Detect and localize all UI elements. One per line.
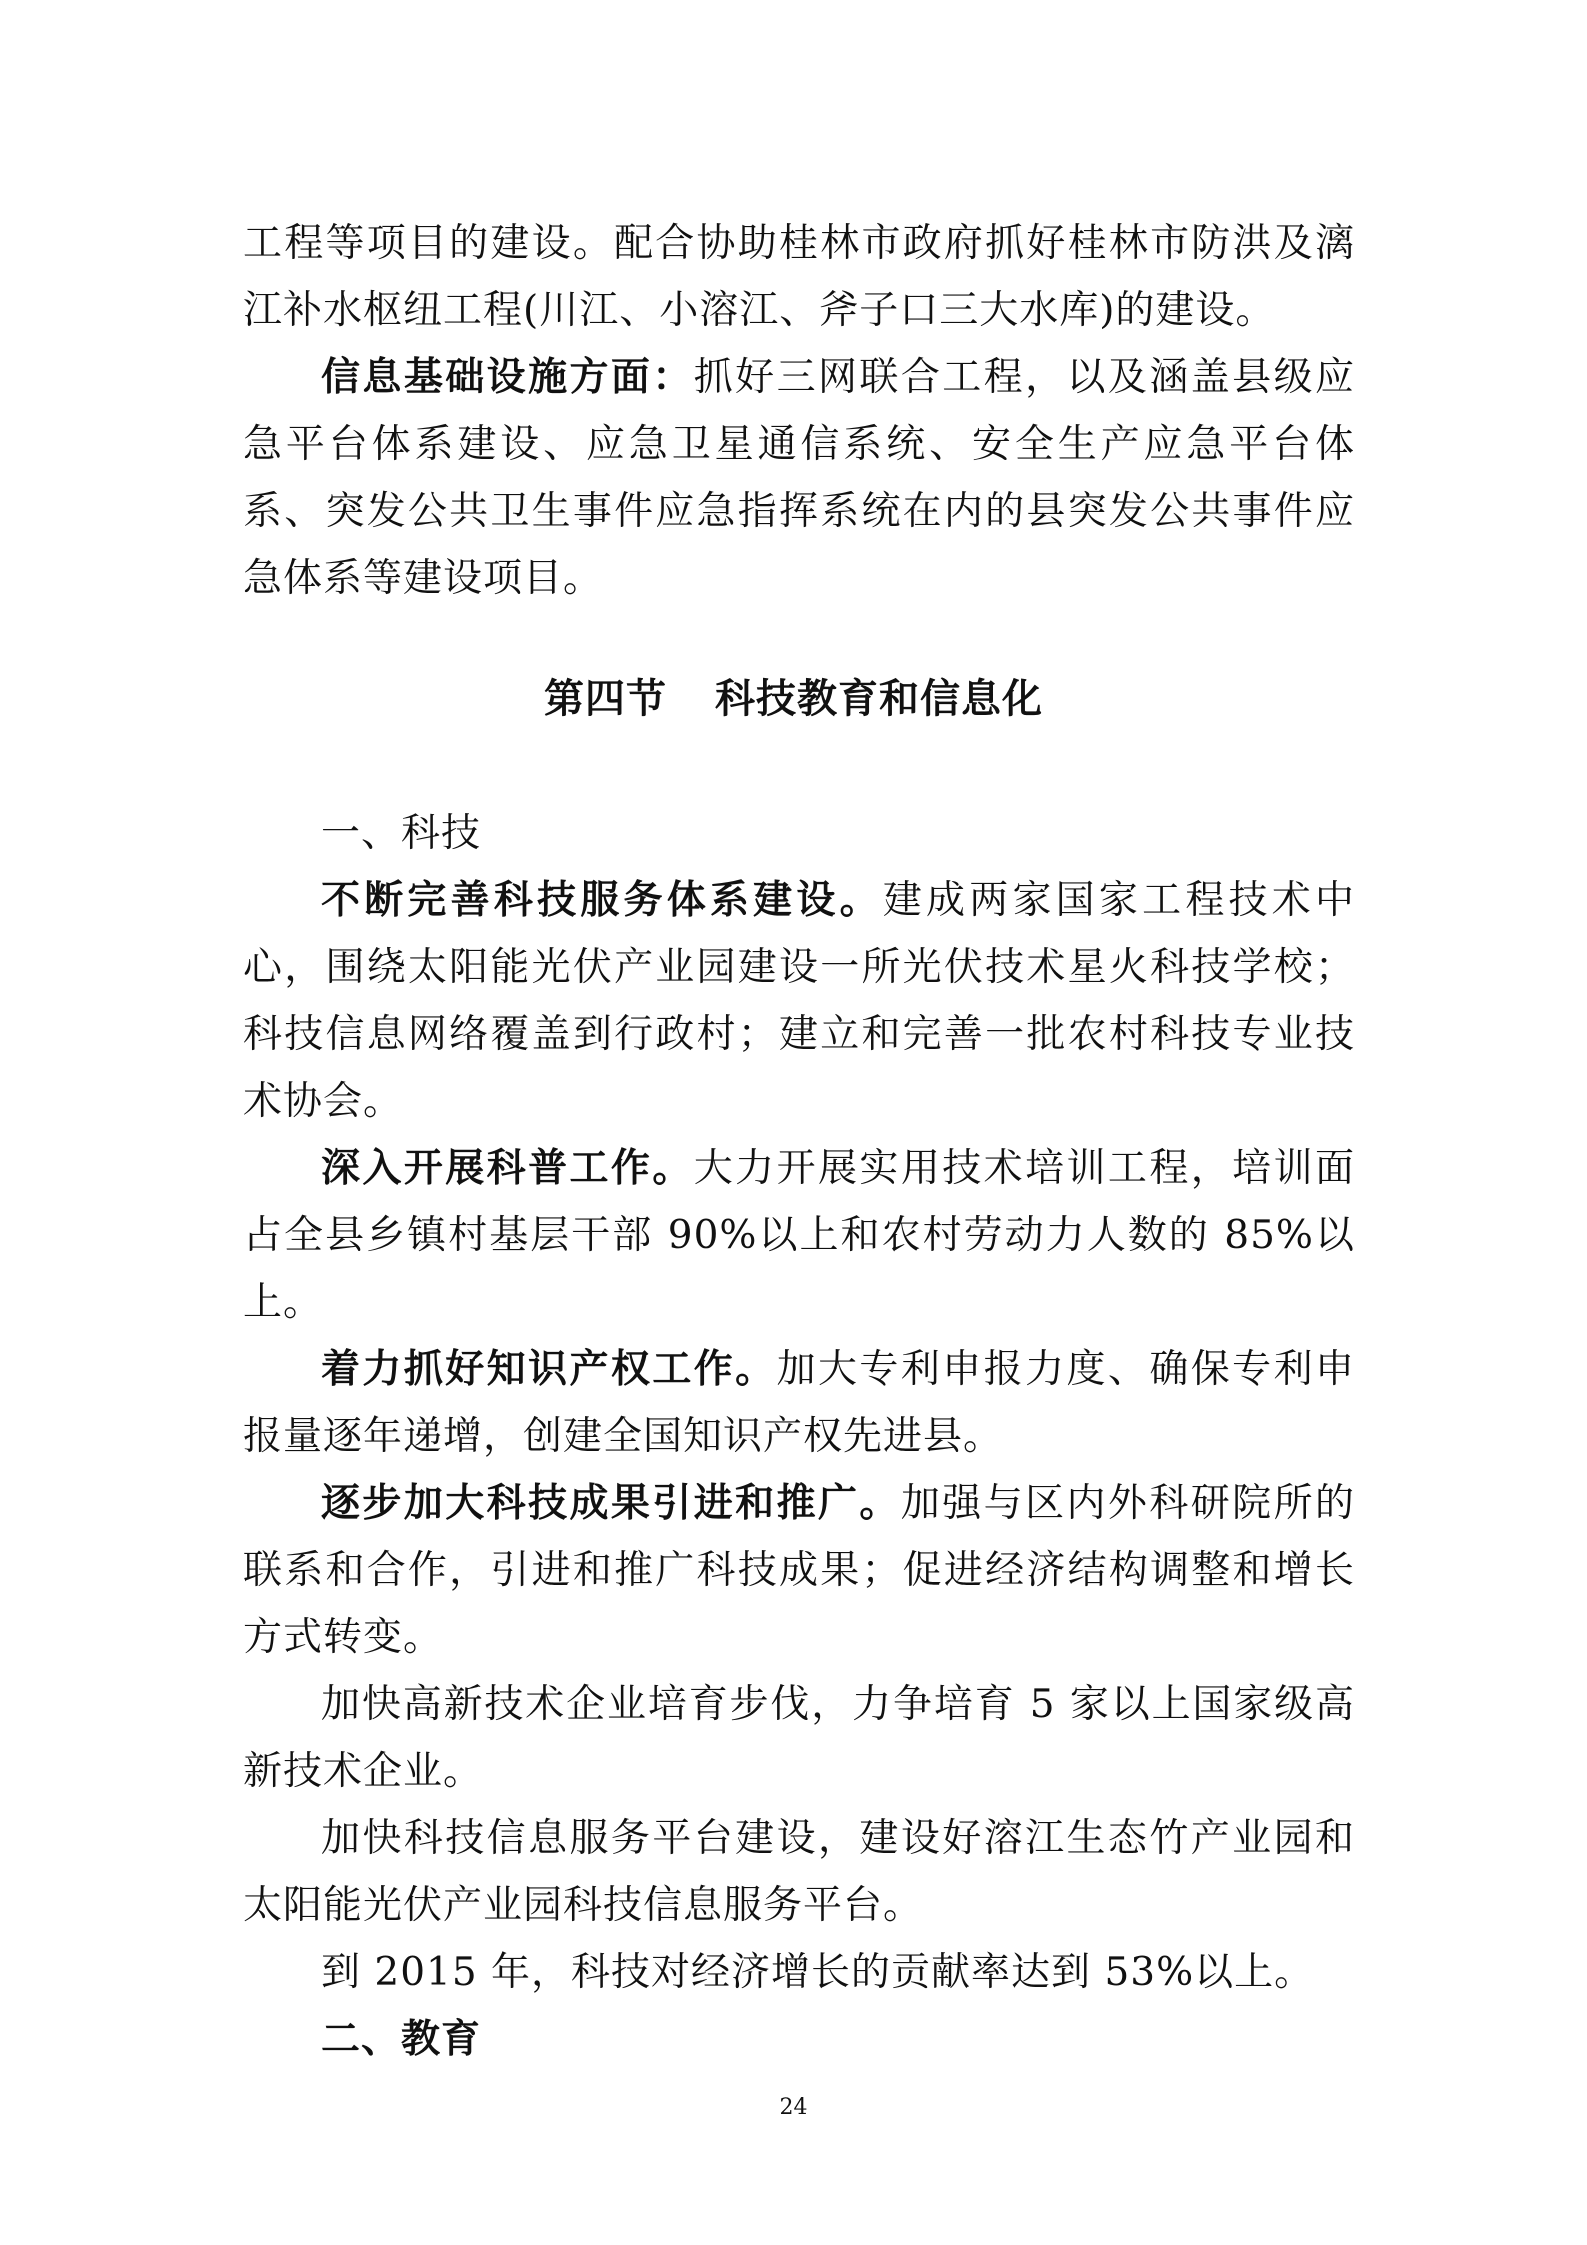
- science-paragraph-4: [243, 1470, 1355, 1671]
- paragraph-lead: 着力抓好知识产权工作。: [321, 1346, 777, 1392]
- section-title-text: 科技教育和信息化: [715, 675, 1043, 722]
- science-paragraph-3: [243, 1336, 1355, 1470]
- page-number: 24: [779, 2095, 808, 2120]
- paragraph-text: 加强与区内外科研院所的联系和合作，引进和推广科技成果；促进经济结构调整和增长方式转变。: [243, 1481, 1355, 1660]
- paragraph-lead: 不断完善科技服务体系建设。: [321, 877, 883, 923]
- paragraph-text: 加快科技信息服务平台建设，建设好溶江生态竹产业园和太阳能光伏产业园科技信息服务平台。: [243, 1816, 1355, 1928]
- paragraph-text: 建成两家国家工程技术中心，围绕太阳能光伏产业园建设一所光伏技术星火科技学校；科技信息网络覆盖到行政村；建立和完善一批农村科技专业技术协会。: [243, 878, 1355, 1124]
- paragraph-lead: 深入开展科普工作。: [321, 1145, 694, 1191]
- science-paragraph-1: [243, 867, 1355, 1135]
- science-paragraph-6: [243, 1805, 1355, 1939]
- main-text-block: [243, 800, 1355, 2073]
- section-number: 第四节: [544, 675, 667, 722]
- science-paragraph-2: [243, 1135, 1355, 1336]
- info-infrastructure-paragraph: [243, 344, 1355, 612]
- paragraph-text: 加大专利申报力度、确保专利申报量逐年递增，创建全国知识产权先进县。: [243, 1347, 1355, 1459]
- top-text-block: [243, 210, 1355, 612]
- paragraph-text: 加快高新技术企业培育步伐，力争培育 5 家以上国家级高新技术企业。: [243, 1682, 1355, 1794]
- science-paragraph-5: [243, 1671, 1355, 1805]
- info-infrastructure-text: 抓好三网联合工程，以及涵盖县级应急平台体系建设、应急卫星通信系统、安全生产应急平台体系、突发公共卫生事件应急指挥系统在内的县突发公共事件应急体系等建设项目。: [243, 355, 1355, 601]
- paragraph-text: 到 2015 年，科技对经济增长的贡献率达到 53%以上。: [321, 1950, 1315, 1995]
- paragraph-text: 大力开展实用技术培训工程，培训面占全县乡镇村基层干部 90%以上和农村劳动力人数的 85%以上。: [243, 1146, 1355, 1325]
- science-paragraph-7: [243, 1939, 1355, 2006]
- science-heading: 一、科技: [321, 811, 482, 856]
- continuation-text: 工程等项目的建设。配合协助桂林市政府抓好桂林市防洪及漓江补水枢纽工程(川江、小溶江、斧子口三大水库)的建设。: [243, 221, 1355, 333]
- education-heading: 二、教育: [321, 2016, 482, 2062]
- paragraph-lead: 逐步加大科技成果引进和推广。: [321, 1480, 901, 1526]
- continuation-paragraph: [243, 210, 1355, 344]
- info-infrastructure-lead: 信息基础设施方面：: [321, 354, 694, 400]
- section-title: [0, 665, 1587, 732]
